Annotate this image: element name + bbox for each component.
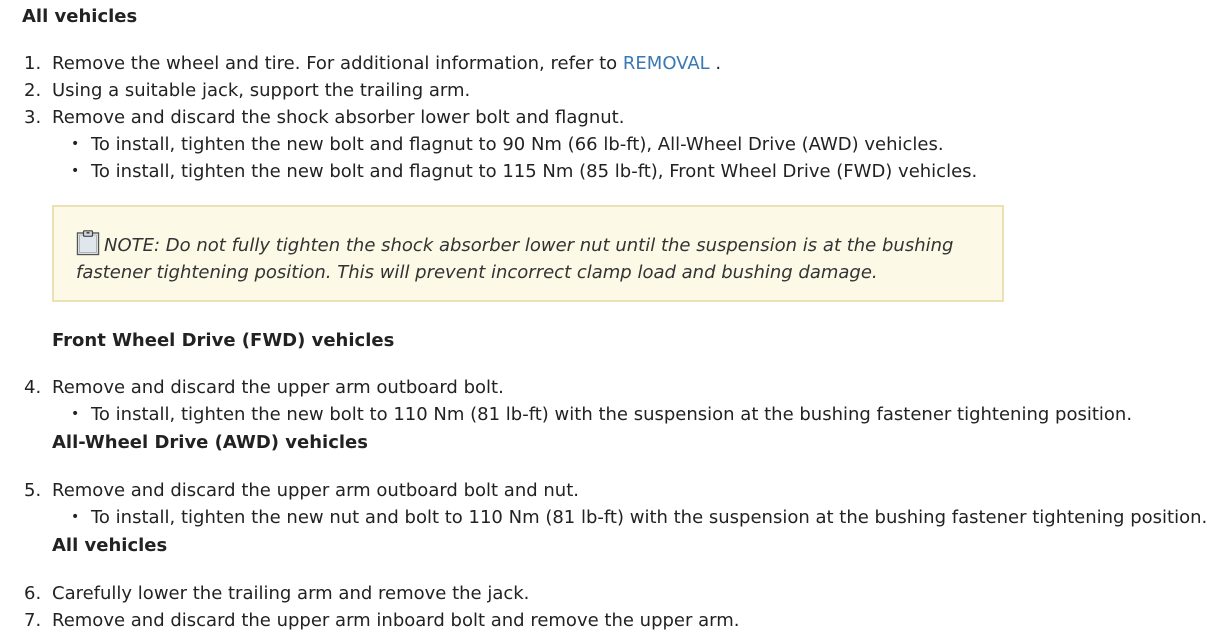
section-heading-awd: All-Wheel Drive (AWD) vehicles (52, 432, 368, 453)
step-3-sub-1 (71, 134, 944, 155)
step-4-sub-1 (71, 404, 1132, 425)
section-heading-fwd: Front Wheel Drive (FWD) vehicles (52, 330, 395, 351)
note-line-1: NOTE: Do not fully tighten the shock absorber lower nut until the suspension is at the bushing (104, 235, 954, 256)
step-6 (24, 583, 529, 604)
bullet-icon: • (71, 406, 80, 422)
step-text: Using a suitable jack, support the trailing arm. (52, 80, 471, 101)
step-number: 3. (24, 107, 42, 128)
step-number: 4. (24, 377, 42, 398)
step-number: 7. (24, 610, 42, 631)
sub-text: To install, tighten the new nut and bolt to 110 Nm (81 lb-ft) with the suspension at the bushing fastener tightening position. (91, 507, 1207, 528)
step-text: Carefully lower the trailing arm and remove the jack. (52, 583, 530, 604)
step-text: Remove and discard the upper arm outboard bolt and nut. (52, 480, 579, 501)
bullet-icon: • (71, 509, 80, 525)
step-2 (24, 80, 470, 101)
removal-link[interactable]: REMOVAL (622, 53, 710, 74)
bullet-icon: • (71, 136, 80, 152)
sub-text: To install, tighten the new bolt and flagnut to 90 Nm (66 lb-ft), All-Wheel Drive (AWD) vehicles. (91, 134, 944, 155)
clipboard-icon (76, 230, 100, 256)
step-5 (24, 480, 579, 501)
step-number: 6. (24, 583, 42, 604)
step-number: 1. (24, 53, 42, 74)
step-number: 5. (24, 480, 42, 501)
section-heading-all-vehicles: All vehicles (22, 6, 138, 27)
step-5-sub-1 (71, 507, 1207, 528)
note-box (52, 205, 1004, 302)
step-1 (24, 53, 721, 74)
section-heading-all-vehicles-2: All vehicles (52, 535, 168, 556)
step-text: Remove and discard the upper arm inboard bolt and remove the upper arm. (52, 610, 740, 631)
note-text (76, 230, 976, 286)
step-4 (24, 377, 504, 398)
step-3 (24, 107, 624, 128)
step-text: Remove and discard the upper arm outboard bolt. (52, 377, 504, 398)
bullet-icon: • (71, 163, 80, 179)
step-text: Remove and discard the shock absorber lower bolt and flagnut. (52, 107, 625, 128)
step-number: 2. (24, 80, 42, 101)
step-3-sub-2 (71, 161, 977, 182)
step-7 (24, 610, 739, 631)
sub-text: To install, tighten the new bolt to 110 Nm (81 lb-ft) with the suspension at the bushing fastener tightening position. (91, 404, 1133, 425)
step-text-after: . (709, 53, 722, 74)
note-line-2: fastener tightening position. This will prevent incorrect clamp load and bushing damage. (76, 262, 878, 283)
sub-text: To install, tighten the new bolt and flagnut to 115 Nm (85 lb-ft), Front Wheel Drive (FWD) vehicles. (91, 161, 978, 182)
step-text: Remove the wheel and tire. For additional information, refer to (52, 53, 623, 74)
